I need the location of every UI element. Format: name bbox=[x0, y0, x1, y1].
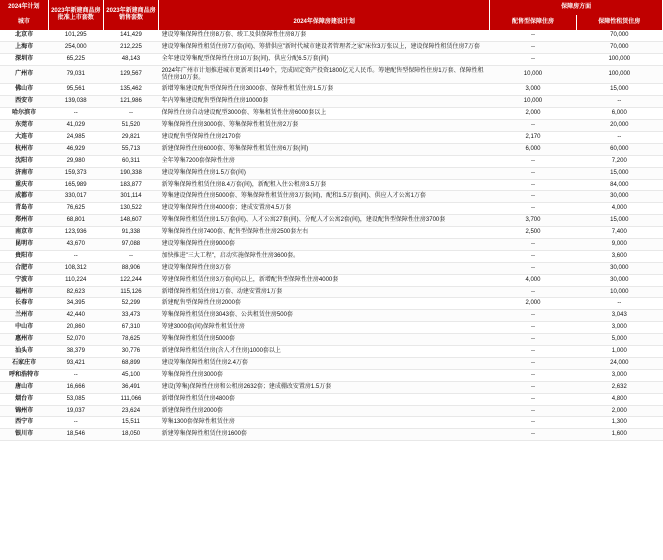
cell-sales: 48,143 bbox=[103, 53, 158, 65]
table-row bbox=[0, 143, 663, 155]
cell-sales: 111,066 bbox=[103, 393, 158, 405]
cell-plan: 新建筹集保障性租赁住房1600套 bbox=[159, 429, 490, 441]
cell-allocated: -- bbox=[490, 405, 576, 417]
table-row bbox=[0, 132, 663, 144]
cell-city: 青岛市 bbox=[0, 203, 48, 215]
cell-allocated: -- bbox=[490, 334, 576, 346]
cell-rental: 15,000 bbox=[576, 167, 662, 179]
cell-city: 贵阳市 bbox=[0, 250, 48, 262]
cell-allocated: -- bbox=[490, 286, 576, 298]
table-row bbox=[0, 191, 663, 203]
table-row bbox=[0, 369, 663, 381]
table-body bbox=[0, 30, 663, 441]
cell-city: 杭州市 bbox=[0, 143, 48, 155]
cell-sales: 55,713 bbox=[103, 143, 158, 155]
cell-allocated: 2,000 bbox=[490, 298, 576, 310]
table-row bbox=[0, 429, 663, 441]
table-row bbox=[0, 417, 663, 429]
cell-allocated: -- bbox=[490, 429, 576, 441]
table-row bbox=[0, 298, 663, 310]
header-quota bbox=[48, 0, 103, 30]
cell-sales: 45,100 bbox=[103, 369, 158, 381]
cell-sales: 129,567 bbox=[103, 65, 158, 84]
cell-sales: 212,225 bbox=[103, 41, 158, 53]
table-row bbox=[0, 346, 663, 358]
cell-quota: 101,295 bbox=[48, 30, 103, 41]
cell-city: 呼和浩特市 bbox=[0, 369, 48, 381]
header-sales bbox=[103, 0, 158, 30]
table-row bbox=[0, 310, 663, 322]
cell-rental: 7,200 bbox=[576, 155, 662, 167]
cell-plan: 筹建3000套(间)保障性租赁住房 bbox=[159, 322, 490, 334]
cell-quota: -- bbox=[48, 417, 103, 429]
cell-quota: 43,670 bbox=[48, 239, 103, 251]
cell-allocated: -- bbox=[490, 381, 576, 393]
cell-city: 合肥市 bbox=[0, 262, 48, 274]
table-row bbox=[0, 120, 663, 132]
table-row bbox=[0, 322, 663, 334]
cell-allocated: 2,170 bbox=[490, 132, 576, 144]
cell-quota: 79,031 bbox=[48, 65, 103, 84]
cell-allocated: 10,000 bbox=[490, 65, 576, 84]
cell-city: 汕头市 bbox=[0, 346, 48, 358]
cell-allocated: -- bbox=[490, 155, 576, 167]
header-quota-line2: 批准上市套数 bbox=[57, 15, 94, 21]
cell-allocated: -- bbox=[490, 179, 576, 191]
cell-plan: 全年筹集7200套保障性住房 bbox=[159, 155, 490, 167]
cell-city: 哈尔滨市 bbox=[0, 108, 48, 120]
cell-plan: 建设筹集保障性住房9000套 bbox=[159, 239, 490, 251]
cell-plan: 新建保障性住房2000套 bbox=[159, 405, 490, 417]
cell-city: 锦州市 bbox=[0, 405, 48, 417]
cell-plan: 新建保障性租赁住房(含人才住房)1000套以上 bbox=[159, 346, 490, 358]
cell-rental: 10,000 bbox=[576, 286, 662, 298]
table-row bbox=[0, 53, 663, 65]
cell-quota: 42,440 bbox=[48, 310, 103, 322]
cell-allocated: -- bbox=[490, 357, 576, 369]
table-header bbox=[0, 0, 663, 30]
cell-sales: 301,114 bbox=[103, 191, 158, 203]
cell-sales: 97,088 bbox=[103, 239, 158, 251]
cell-rental: 6,000 bbox=[576, 108, 662, 120]
cell-city: 兰州市 bbox=[0, 310, 48, 322]
header-sales-line2: 销售套数 bbox=[118, 15, 143, 21]
cell-city: 佛山市 bbox=[0, 84, 48, 96]
cell-plan: 新增保障性租赁住房4800套 bbox=[159, 393, 490, 405]
cell-rental: 84,000 bbox=[576, 179, 662, 191]
cell-quota: 123,936 bbox=[48, 227, 103, 239]
cell-city: 成都市 bbox=[0, 191, 48, 203]
cell-allocated: 3,000 bbox=[490, 84, 576, 96]
cell-quota: 34,395 bbox=[48, 298, 103, 310]
cell-city: 东莞市 bbox=[0, 120, 48, 132]
cell-sales: 30,776 bbox=[103, 346, 158, 358]
cell-quota: 82,623 bbox=[48, 286, 103, 298]
cell-sales: 190,338 bbox=[103, 167, 158, 179]
cell-plan: 筹集保障性租赁住房1.5万套(间)、人才公寓27套(间)、分配人才公寓2套(间)，建设配售型保障性住房3700套 bbox=[159, 215, 490, 227]
table-row bbox=[0, 239, 663, 251]
table-row bbox=[0, 155, 663, 167]
cell-quota: 24,985 bbox=[48, 132, 103, 144]
cell-quota: 139,038 bbox=[48, 96, 103, 108]
cell-city: 石家庄市 bbox=[0, 357, 48, 369]
cell-plan: 新增保障性租赁住房1万套、动建安置房1万套 bbox=[159, 286, 490, 298]
cell-allocated: -- bbox=[490, 393, 576, 405]
header-plan-group: 2024年计划 bbox=[0, 0, 48, 15]
cell-sales: 148,607 bbox=[103, 215, 158, 227]
cell-plan: 新筹集保障性租赁住房8.4万套(间)，新配租入住公租房3.5万套 bbox=[159, 179, 490, 191]
cell-sales: -- bbox=[103, 108, 158, 120]
cell-quota: 159,373 bbox=[48, 167, 103, 179]
cell-city: 昆明市 bbox=[0, 239, 48, 251]
cell-rental: 30,000 bbox=[576, 262, 662, 274]
cell-sales: 15,511 bbox=[103, 417, 158, 429]
cell-rental: 60,000 bbox=[576, 143, 662, 155]
cell-plan: 筹集建设保障性住房5000套、筹集保障性租赁住房3万套(间)、配租1.5万套(间)、供应人才公寓1万套 bbox=[159, 191, 490, 203]
cell-quota: 76,625 bbox=[48, 203, 103, 215]
cell-rental: 5,000 bbox=[576, 334, 662, 346]
cell-plan: 建设配售型保障性住房2170套 bbox=[159, 132, 490, 144]
cell-plan: 新建保障性住房6000套、筹集保障性租赁住房6万套(间) bbox=[159, 143, 490, 155]
cell-quota: -- bbox=[48, 369, 103, 381]
cell-city: 宁波市 bbox=[0, 274, 48, 286]
cell-sales: 78,625 bbox=[103, 334, 158, 346]
cell-rental: 2,000 bbox=[576, 405, 662, 417]
cell-plan: 筹集保障性住房7400套、配售型保障性住房2500套左右 bbox=[159, 227, 490, 239]
cell-city: 上海市 bbox=[0, 41, 48, 53]
cell-rental: 15,000 bbox=[576, 84, 662, 96]
cell-plan: 建设筹集保障性租赁住房2.4万套 bbox=[159, 357, 490, 369]
cell-quota: 46,929 bbox=[48, 143, 103, 155]
cell-rental: 30,000 bbox=[576, 191, 662, 203]
cell-plan: 筹集保障性住房3000套、筹集保障性租赁住房2万套 bbox=[159, 120, 490, 132]
cell-rental: 1,600 bbox=[576, 429, 662, 441]
cell-rental: -- bbox=[576, 96, 662, 108]
cell-rental: 1,300 bbox=[576, 417, 662, 429]
cell-rental: 100,000 bbox=[576, 65, 662, 84]
cell-quota: 20,860 bbox=[48, 322, 103, 334]
cell-quota: 29,980 bbox=[48, 155, 103, 167]
table-row bbox=[0, 203, 663, 215]
header-rental-housing: 保障性租赁住房 bbox=[576, 15, 662, 30]
cell-city: 北京市 bbox=[0, 30, 48, 41]
table-row bbox=[0, 250, 663, 262]
cell-allocated: -- bbox=[490, 30, 576, 41]
cell-plan: 建设(筹集)保障性住房和公租房2632套；建成棚改安置房1.5万套 bbox=[159, 381, 490, 393]
cell-plan: 建设筹集保障性住房8万套、竣工及供保障性住房8万套 bbox=[159, 30, 490, 41]
cell-rental: 9,000 bbox=[576, 239, 662, 251]
cell-plan: 建设筹集保障性住房4000套；建成安置房4.5万套 bbox=[159, 203, 490, 215]
table-row bbox=[0, 30, 663, 41]
cell-plan: 筹集保障性租赁住房3043套、公共租赁住房500套 bbox=[159, 310, 490, 322]
cell-rental: 100,000 bbox=[576, 53, 662, 65]
cell-quota: 68,801 bbox=[48, 215, 103, 227]
cell-rental: 1,000 bbox=[576, 346, 662, 358]
cell-allocated: 6,000 bbox=[490, 143, 576, 155]
cell-quota: 53,085 bbox=[48, 393, 103, 405]
table-row bbox=[0, 381, 663, 393]
cell-allocated: 2,000 bbox=[490, 108, 576, 120]
cell-plan: 建设筹集保障性租赁住房7万套(间)、筹措供应"新时代城市建设者管理者之家"床位3万张以上，建设保障性租赁住房7万套 bbox=[159, 41, 490, 53]
cell-plan: 筹建保障性租赁住房3万套(间)以上，新增配售型保障性住房4000套 bbox=[159, 274, 490, 286]
cell-city: 烟台市 bbox=[0, 393, 48, 405]
header-allocated-housing: 配售型保障住房 bbox=[490, 15, 576, 30]
cell-allocated: -- bbox=[490, 41, 576, 53]
cell-allocated: -- bbox=[490, 167, 576, 179]
cell-sales: 23,624 bbox=[103, 405, 158, 417]
cell-quota: 19,037 bbox=[48, 405, 103, 417]
cell-quota: 65,225 bbox=[48, 53, 103, 65]
cell-city: 济南市 bbox=[0, 167, 48, 179]
cell-sales: 121,986 bbox=[103, 96, 158, 108]
header-quota-line1: 2023年新建商品房 bbox=[51, 8, 101, 15]
cell-rental: 24,000 bbox=[576, 357, 662, 369]
cell-allocated: -- bbox=[490, 262, 576, 274]
cell-plan: 加快推进"三大工程"，启动实施保障性住房3600套。 bbox=[159, 250, 490, 262]
cell-city: 唐山市 bbox=[0, 381, 48, 393]
table-row bbox=[0, 65, 663, 84]
header-group-row bbox=[0, 0, 663, 15]
header-plan-2024: 2024年保障房建设计划 bbox=[159, 15, 490, 30]
table-row bbox=[0, 393, 663, 405]
cell-quota: 16,666 bbox=[48, 381, 103, 393]
cell-plan: 新增筹集建设配售型保障性住房3000套、保障性租赁住房1.5万套 bbox=[159, 84, 490, 96]
cell-rental: 3,600 bbox=[576, 250, 662, 262]
table-row bbox=[0, 357, 663, 369]
cell-city: 重庆市 bbox=[0, 179, 48, 191]
table-row bbox=[0, 334, 663, 346]
header-sales-line1: 2023年新建商品房 bbox=[106, 8, 156, 15]
cell-quota: -- bbox=[48, 250, 103, 262]
cell-allocated: -- bbox=[490, 369, 576, 381]
cell-city: 西宁市 bbox=[0, 417, 48, 429]
table-row bbox=[0, 215, 663, 227]
cell-quota: 52,070 bbox=[48, 334, 103, 346]
cell-city: 银川市 bbox=[0, 429, 48, 441]
cell-plan: 年内筹集建设配售型保障性住房10000套 bbox=[159, 96, 490, 108]
cell-city: 沈阳市 bbox=[0, 155, 48, 167]
cell-plan: 新建配售型保障性住房2000套 bbox=[159, 298, 490, 310]
table-row bbox=[0, 262, 663, 274]
cell-sales: 68,899 bbox=[103, 357, 158, 369]
table-row bbox=[0, 108, 663, 120]
cell-plan: 保障性住房自动建设配型3000套、筹集租赁性住房6000套以上 bbox=[159, 108, 490, 120]
cell-allocated: -- bbox=[490, 250, 576, 262]
cell-quota: 110,224 bbox=[48, 274, 103, 286]
cell-sales: 91,338 bbox=[103, 227, 158, 239]
cell-rental: 7,400 bbox=[576, 227, 662, 239]
cell-quota: 95,561 bbox=[48, 84, 103, 96]
cell-allocated: -- bbox=[490, 346, 576, 358]
cell-sales: 122,244 bbox=[103, 274, 158, 286]
cell-quota: 165,989 bbox=[48, 179, 103, 191]
cell-rental: 15,000 bbox=[576, 215, 662, 227]
header-city: 城市 bbox=[0, 15, 48, 30]
cell-allocated: -- bbox=[490, 191, 576, 203]
cell-sales: 52,299 bbox=[103, 298, 158, 310]
cell-city: 西安市 bbox=[0, 96, 48, 108]
cell-plan: 筹集1300套保障性租赁住房 bbox=[159, 417, 490, 429]
cell-sales: 130,522 bbox=[103, 203, 158, 215]
cell-quota: 18,546 bbox=[48, 429, 103, 441]
cell-rental: 4,000 bbox=[576, 203, 662, 215]
cell-sales: 67,310 bbox=[103, 322, 158, 334]
cell-city: 长春市 bbox=[0, 298, 48, 310]
table-row bbox=[0, 286, 663, 298]
cell-rental: 70,000 bbox=[576, 30, 662, 41]
table-row bbox=[0, 179, 663, 191]
table-row bbox=[0, 405, 663, 417]
cell-rental: 70,000 bbox=[576, 41, 662, 53]
cell-allocated: -- bbox=[490, 120, 576, 132]
cell-quota: 330,017 bbox=[48, 191, 103, 203]
cell-sales: 36,491 bbox=[103, 381, 158, 393]
cell-sales: 29,821 bbox=[103, 132, 158, 144]
cell-allocated: 10,000 bbox=[490, 96, 576, 108]
cell-sales: 18,050 bbox=[103, 429, 158, 441]
cell-city: 惠州市 bbox=[0, 334, 48, 346]
cell-plan: 筹集保障性租赁住房5000套 bbox=[159, 334, 490, 346]
cell-plan: 全年建设筹集配型保障性住房10万套(间)、供应分配6.5万套(间) bbox=[159, 53, 490, 65]
cell-quota: 254,000 bbox=[48, 41, 103, 53]
cell-sales: 135,462 bbox=[103, 84, 158, 96]
cell-allocated: -- bbox=[490, 53, 576, 65]
cell-allocated: 2,500 bbox=[490, 227, 576, 239]
cell-allocated: 4,000 bbox=[490, 274, 576, 286]
table-row bbox=[0, 274, 663, 286]
cell-city: 郑州市 bbox=[0, 215, 48, 227]
cell-sales: -- bbox=[103, 250, 158, 262]
table-row bbox=[0, 167, 663, 179]
cell-sales: 51,520 bbox=[103, 120, 158, 132]
header-blank-plan bbox=[159, 0, 490, 15]
cell-quota: 38,379 bbox=[48, 346, 103, 358]
cell-city: 深圳市 bbox=[0, 53, 48, 65]
cell-plan: 2024年广州市计划推进城市更新项目149个，完成固定资产投资1800亿元人民币。筹建配售型保障性住房1万套、保障性租赁住房10万套。 bbox=[159, 65, 490, 84]
cell-quota: 93,421 bbox=[48, 357, 103, 369]
cell-rental: 4,800 bbox=[576, 393, 662, 405]
cell-plan: 筹集保障性住房3000套 bbox=[159, 369, 490, 381]
cell-rental: -- bbox=[576, 132, 662, 144]
cell-allocated: -- bbox=[490, 239, 576, 251]
cell-sales: 33,473 bbox=[103, 310, 158, 322]
cell-sales: 88,906 bbox=[103, 262, 158, 274]
cell-allocated: -- bbox=[490, 322, 576, 334]
cell-rental: 3,000 bbox=[576, 322, 662, 334]
header-guarantee-group: 保障房方面 bbox=[490, 0, 663, 15]
cell-allocated: -- bbox=[490, 203, 576, 215]
table-row bbox=[0, 227, 663, 239]
cell-quota: 108,312 bbox=[48, 262, 103, 274]
cell-quota: 41,029 bbox=[48, 120, 103, 132]
cell-rental: 3,043 bbox=[576, 310, 662, 322]
cell-rental: 3,000 bbox=[576, 369, 662, 381]
cell-sales: 60,311 bbox=[103, 155, 158, 167]
cell-city: 广州市 bbox=[0, 65, 48, 84]
table-row bbox=[0, 96, 663, 108]
cell-sales: 183,877 bbox=[103, 179, 158, 191]
cell-allocated: 3,700 bbox=[490, 215, 576, 227]
cell-allocated: -- bbox=[490, 417, 576, 429]
cell-sales: 141,429 bbox=[103, 30, 158, 41]
cell-allocated: -- bbox=[490, 310, 576, 322]
cell-plan: 建设筹集保障性住房1.5万套(间) bbox=[159, 167, 490, 179]
cell-quota: -- bbox=[48, 108, 103, 120]
table-row bbox=[0, 41, 663, 53]
cell-rental: 20,000 bbox=[576, 120, 662, 132]
cell-plan: 建设筹集保障性住房3万套 bbox=[159, 262, 490, 274]
cell-sales: 115,126 bbox=[103, 286, 158, 298]
cell-city: 福州市 bbox=[0, 286, 48, 298]
cell-city: 中山市 bbox=[0, 322, 48, 334]
table-row bbox=[0, 84, 663, 96]
cell-rental: 30,000 bbox=[576, 274, 662, 286]
cell-rental: -- bbox=[576, 298, 662, 310]
cell-city: 大连市 bbox=[0, 132, 48, 144]
cell-rental: 2,632 bbox=[576, 381, 662, 393]
cell-city: 南京市 bbox=[0, 227, 48, 239]
